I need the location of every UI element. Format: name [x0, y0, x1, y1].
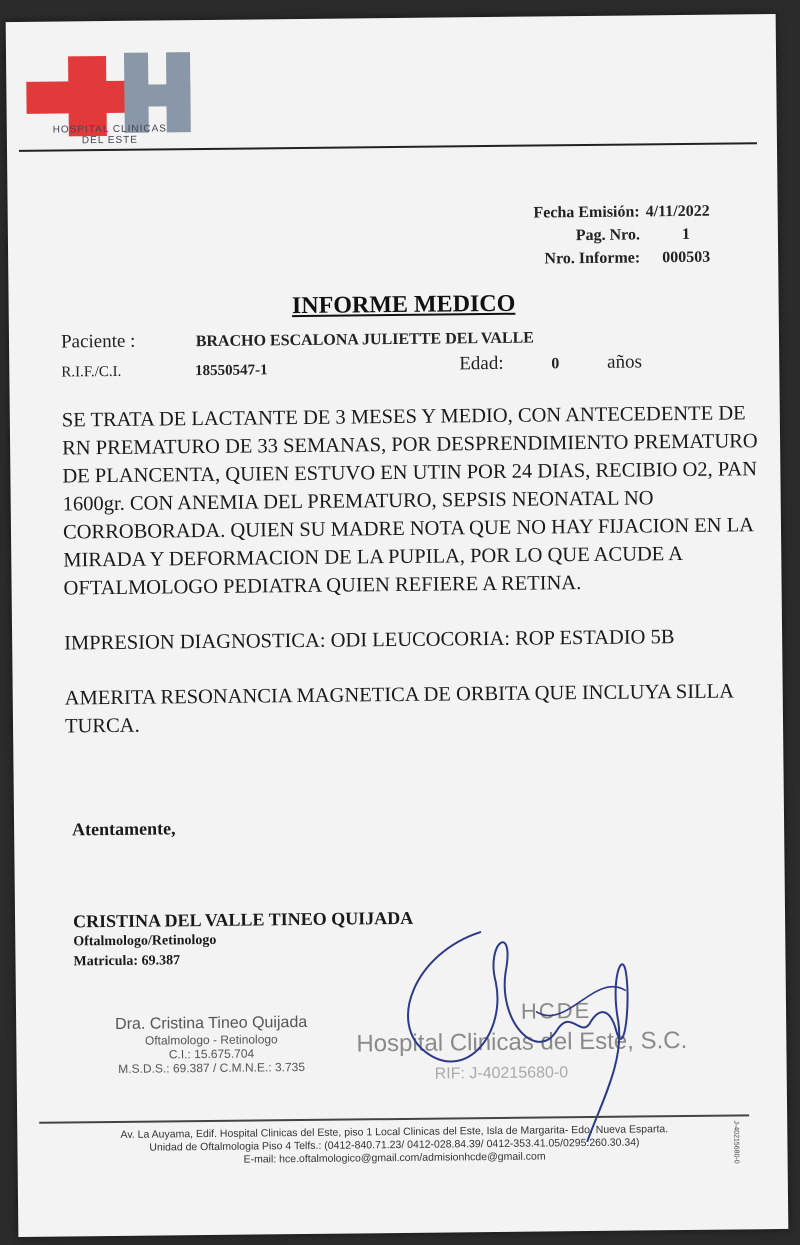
history-paragraph: SE TRATA DE LACTANTE DE 3 MESES Y MEDIO, CON ANTECEDENTE DE RN PREMATURO DE 33 SEMANAS, POR DESPRENDIMIENTO PREMATURO DE PLANCENTA, QUIEN ESTUVO EN UTIN POR 24 DIAS, RECIBIO O2, PAN 1600gr. CON ANEMIA DEL PREMATURO, SEPSIS NEONATAL NO CORROBORADA. QUIEN SU MADRE NOTA QUE NO HAY FIJACION EN LA MIRADA Y DEFORMACION DE LA PUPILA, POR LO QUE ACUDE A OFTALMOLOGO PEDIATRA QUIEN REFIERE A RETINA.	[61, 402, 758, 600]
document-page	[6, 14, 789, 1237]
hospital-stamp-acronym: HCDE	[520, 997, 592, 1024]
stamp-name: Dra. Cristina Tineo Quijada	[115, 1013, 308, 1033]
rif-row	[61, 362, 267, 381]
rif-label: R.I.F./C.I.	[61, 363, 122, 381]
stamp-specialty: Oftalmologo - Retinologo	[144, 1032, 278, 1048]
doctor-name: CRISTINA DEL VALLE TINEO QUIJADA	[72, 907, 414, 932]
age-unit: años	[606, 351, 643, 373]
doctor-block	[73, 908, 414, 973]
informe-label: Nro. Informe:	[544, 249, 641, 268]
stamp-ci: C.I.: 15.675.704	[168, 1046, 255, 1062]
age-row	[459, 351, 642, 375]
fecha-value: 4/11/2022	[645, 202, 710, 221]
meta-informe	[508, 246, 726, 271]
footer-email: E-mail: hce.oftalmologico@gmail.com/admisionhcde@gmail.com	[243, 1150, 546, 1166]
footer-phones: Unidad de Oftalmologia Piso 4 Telfs.: (0412-840.71.23/ 0412-028.84.39/ 0412-353.41.05/0295.260.30.34)	[149, 1136, 640, 1154]
doctor-stamp	[96, 1014, 327, 1076]
hospital-name	[15, 123, 205, 147]
logo-h-bar	[124, 84, 190, 107]
footer-address: Av. La Auyama, Edif. Hospital Clinicas del Este, piso 1 Local Clinicas del Este, Isla de Margarita- Edo. Nueva Esparta.	[120, 1123, 669, 1141]
hospital-name-line1: HOSPITAL CLINICAS	[52, 123, 167, 136]
closing-salutation: Atentamente,	[72, 818, 176, 840]
patient-label: Paciente :	[60, 330, 136, 353]
age-label: Edad:	[459, 352, 504, 375]
rif-value: 18550547-1	[194, 362, 268, 380]
patient-name: BRACHO ESCALONA JULIETTE DEL VALLE	[195, 329, 535, 351]
informe-value: 000503	[662, 248, 711, 267]
hospital-stamp-rif: RIF: J-40215680-0	[434, 1064, 569, 1083]
stamp-registry: M.S.D.S.: 69.387 / C.M.N.E.: 3.735	[118, 1059, 306, 1076]
age-value: 0	[551, 355, 560, 373]
doctor-matricula: Matricula: 69.387	[73, 953, 181, 970]
footer	[39, 1122, 749, 1168]
meta-pag	[508, 223, 726, 248]
fecha-label: Fecha Emisión:	[533, 203, 640, 222]
diagnosis-paragraph: IMPRESION DIAGNOSTICA: ODI LEUCOCORIA: ROP ESTADIO 5B	[64, 626, 675, 655]
meta-fecha	[508, 200, 726, 225]
pag-label: Pag. Nro.	[575, 226, 641, 245]
recommendation-paragraph: AMERITA RESONANCIA MAGNETICA DE ORBITA QUE INCLUYA SILLA TURCA.	[64, 680, 733, 738]
hospital-name-line2: DEL ESTE	[81, 134, 138, 147]
report-meta	[508, 200, 727, 271]
doctor-specialty: Oftalmologo/Retinologo	[73, 932, 217, 950]
hospital-stamp-name: Hospital Clinicas del Este, S.C.	[356, 1026, 688, 1058]
patient-row	[61, 327, 534, 354]
report-body	[62, 399, 766, 767]
document-title: INFORME MEDICO	[291, 290, 516, 320]
pag-value: 1	[681, 225, 691, 243]
side-code: J-40215680-0	[732, 1120, 740, 1164]
